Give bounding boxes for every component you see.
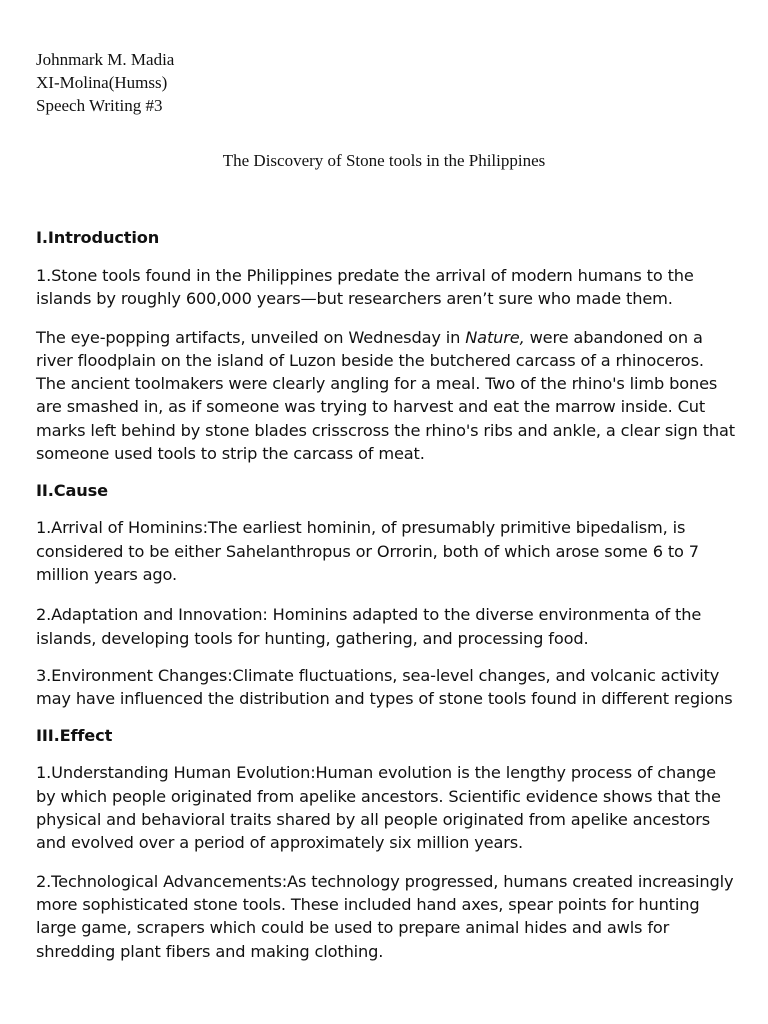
document-title: The Discovery of Stone tools in the Philippines [222, 151, 546, 170]
author-name: Johnmark M. Madia [36, 50, 175, 69]
class-section: XI-Molina(Humss) [36, 73, 168, 92]
effect-paragraph-2: 2.Technological Advancements:As technology progressed, humans created increasingly more sophisticated stone tools. These included hand axes, spear points for hunting large game, scrapers which could be used to prepare animal hides and awls for shredding plant fibers and making clothing. [36, 871, 734, 961]
cause-paragraph-3: 3.Environment Changes:Climate fluctuations, sea-level changes, and volcanic activity may have influenced the distribution and types of stone tools found in different regions [36, 665, 733, 709]
cause-paragraph-2: 2.Adaptation and Innovation: Hominins adapted to the diverse environmenta of the islands, developing tools for hunting, gathering, and processing food. [36, 605, 702, 648]
document-header [36, 48, 174, 117]
section-heading-introduction: I.Introduction [36, 228, 160, 247]
effect-paragraph-1: 1.Understanding Human Evolution:Human evolution is the lengthy process of change by which people originated from apelike ancestors. Scientific evidence shows that the physical and behavioral traits shared by all people originated from apelike ancestors and evolved over a period of approximately six million years. [36, 763, 721, 853]
introduction-paragraph-2-start: The eye-popping artifacts, unveiled on Wednesday in [36, 327, 466, 347]
cause-paragraph-1: 1.Arrival of Hominins:The earliest hominin, of presumably primitive bipedalism, is considered to be either Sahelanthropus or Orrorin, both of which arose some 6 to 7 million years ago. [36, 518, 699, 584]
introduction-paragraph-2-end: were abandoned on a river floodplain on the island of Luzon beside the butchered carcass of a rhinoceros. The ancient toolmakers were clearly angling for a meal. Two of the rhino's limb bones are smashed in, as if someone was trying to harvest and eat the marrow inside. Cut marks left behind by stone blades crisscross the rhino's ribs and ankle, a clear sign that someone used tools to strip the carcass of meat. [36, 327, 735, 464]
introduction-paragraph-1: 1.Stone tools found in the Philippines predate the arrival of modern humans to the islands by roughly 600,000 years—but researchers aren’t sure who made them. [36, 266, 694, 309]
document-body [36, 226, 736, 963]
assignment-label: Speech Writing #3 [36, 96, 163, 115]
section-heading-cause: II.Cause [36, 481, 108, 501]
journal-name: Nature, [465, 327, 525, 347]
introduction-paragraph-2 [36, 326, 736, 466]
section-heading-effect: III.Effect [36, 726, 113, 746]
